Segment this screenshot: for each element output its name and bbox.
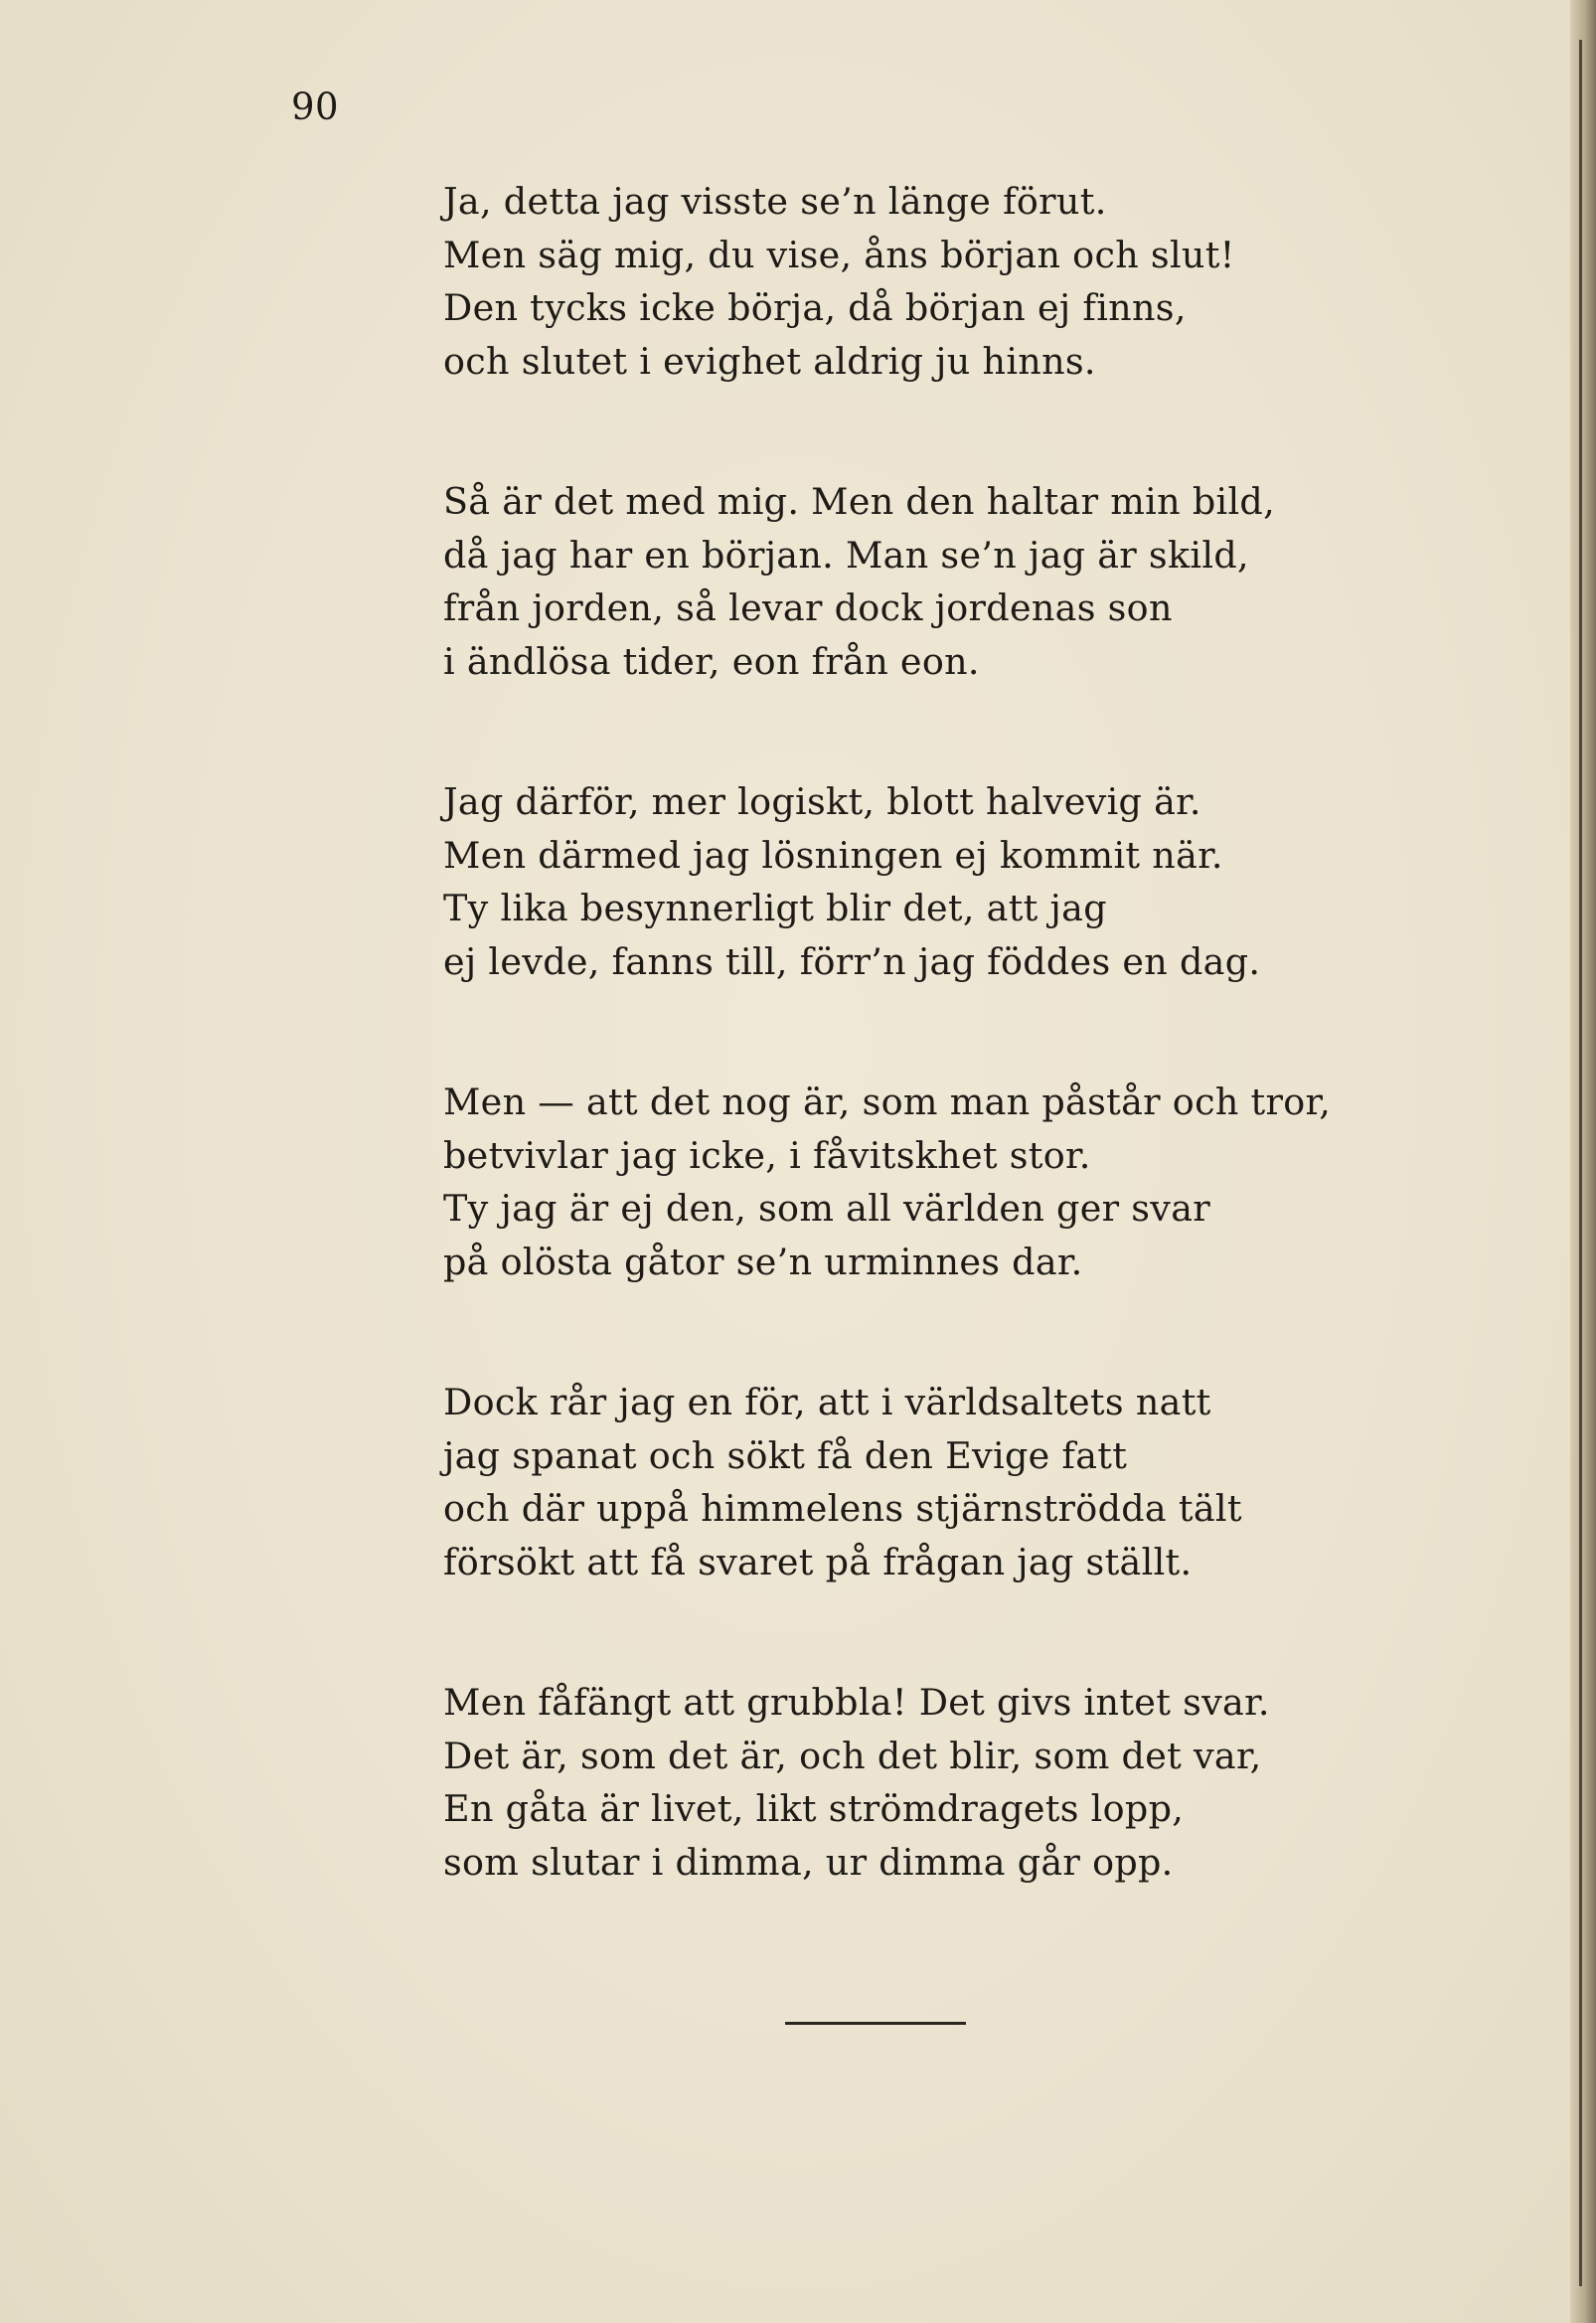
poem-line: Ty jag är ej den, som all världen ger svar: [443, 1187, 1211, 1230]
stanza-6: [443, 1676, 1377, 1889]
stanza-4: [443, 1076, 1377, 1288]
poem-line: i ändlösa tider, eon från eon.: [443, 639, 980, 683]
poem-line: jag spanat och sökt få den Evige fatt: [443, 1433, 1128, 1477]
poem-line: betvivlar jag icke, i fåvitskhet stor.: [443, 1133, 1091, 1177]
poem-line: Dock rår jag en för, att i världsaltets natt: [443, 1381, 1211, 1423]
poem-line: och slutet i evighet aldrig ju hinns.: [443, 339, 1096, 383]
end-of-poem-rule: [785, 2022, 966, 2025]
poem-line: då jag har en början. Man se’n jag är skild,: [443, 533, 1249, 577]
stanza-3: [443, 775, 1377, 988]
poem: [443, 175, 1377, 1976]
stanza-2: [443, 475, 1377, 688]
stanza-1: [443, 175, 1377, 388]
poem-line: och där uppå himmelens stjärnströdda tält: [443, 1487, 1242, 1530]
stanza-5: [443, 1376, 1377, 1588]
poem-line: Det är, som det är, och det blir, som det var,: [443, 1734, 1262, 1777]
poem-line: ej levde, fanns till, förr’n jag föddes en dag.: [443, 939, 1261, 983]
poem-line: Jag därför, mer logiskt, blott halvevig är.: [443, 780, 1201, 823]
poem-line: på olösta gåtor se’n urminnes dar.: [443, 1240, 1083, 1283]
page-number: 90: [291, 85, 340, 128]
poem-line: Men fåfängt att grubbla! Det givs intet svar.: [443, 1681, 1270, 1724]
poem-line: Men därmed jag lösningen ej kommit när.: [443, 833, 1223, 877]
poem-line: En gåta är livet, likt strömdragets lopp,: [443, 1787, 1185, 1830]
page-binding-edge: [1570, 0, 1596, 2323]
poem-line: Så är det med mig. Men den haltar min bild,: [443, 480, 1276, 523]
poem-line: Den tycks icke börja, då början ej finns,: [443, 286, 1187, 329]
poem-line: Ty lika besynnerligt blir det, att jag: [443, 887, 1107, 929]
poem-line: Ja, detta jag visste se’n länge förut.: [443, 180, 1107, 223]
poem-line: från jorden, så levar dock jordenas son: [443, 586, 1173, 629]
page-edge-shadow: [1579, 40, 1582, 2286]
poem-line: Men säg mig, du vise, åns början och slut!: [443, 233, 1235, 276]
poem-line: som slutar i dimma, ur dimma går opp.: [443, 1840, 1174, 1884]
poem-line: försökt att få svaret på frågan jag ställt.: [443, 1540, 1193, 1583]
poem-line: Men — att det nog är, som man påstår och tror,: [443, 1080, 1332, 1123]
